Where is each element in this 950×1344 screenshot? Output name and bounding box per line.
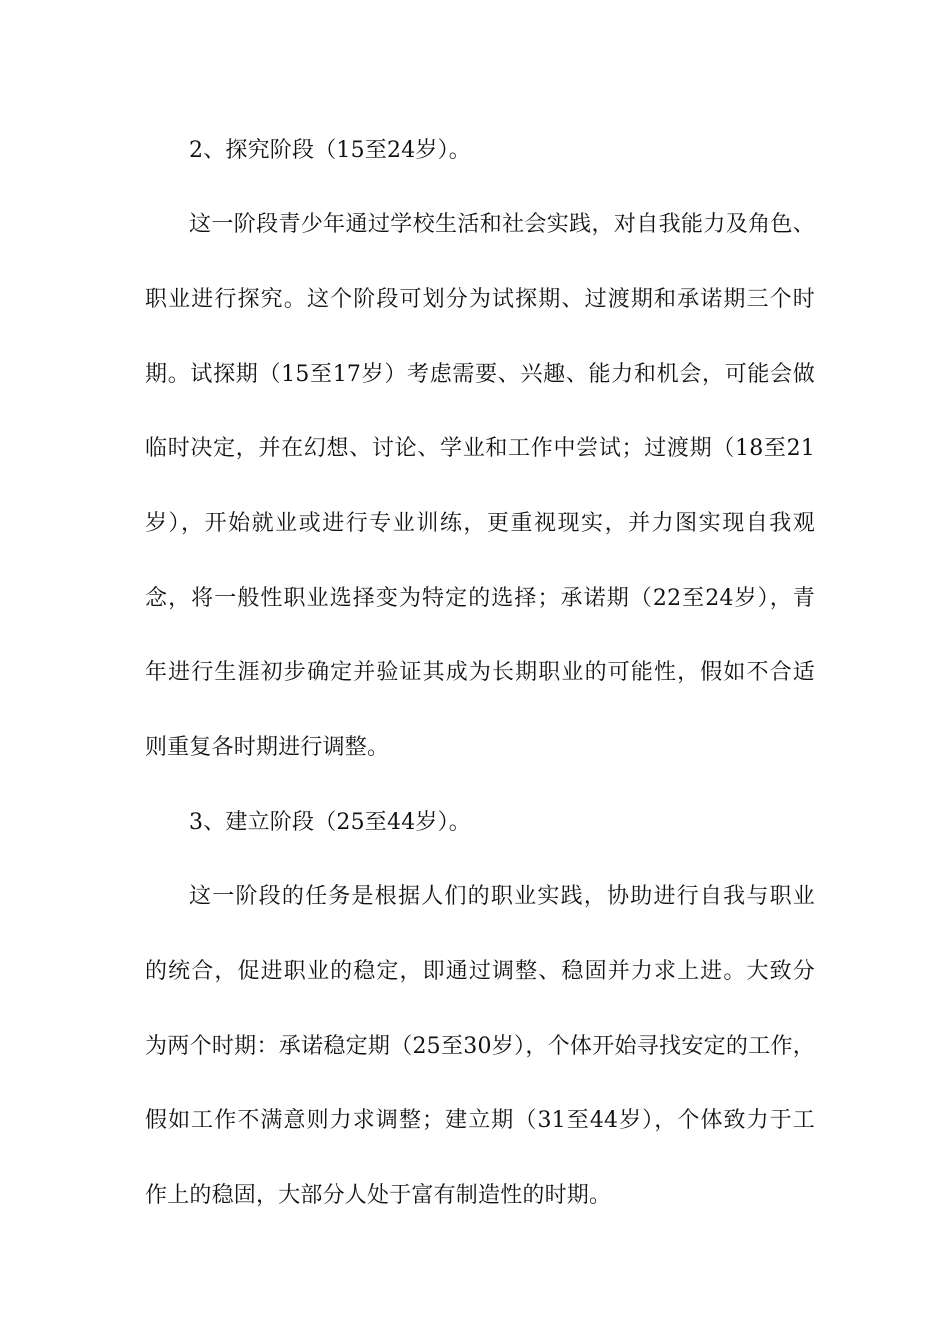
paragraph-line: 则重复各时期进行调整。 bbox=[145, 735, 390, 760]
paragraph-line: 年进行生涯初步确定并验证其成为长期职业的可能性，假如不合适 bbox=[145, 660, 815, 685]
paragraph-line: 假如工作不满意则力求调整；建立期（31至44岁），个体致力于工 bbox=[145, 1108, 815, 1133]
paragraph-line: 这一阶段青少年通过学校生活和社会实践，对自我能力及角色、 bbox=[189, 212, 815, 237]
paragraph-line: 的统合，促进职业的稳定，即通过调整、稳固并力求上进。大致分 bbox=[145, 959, 815, 984]
paragraph-line: 为两个时期：承诺稳定期（25至30岁），个体开始寻找安定的工作， bbox=[145, 1034, 815, 1059]
paragraph-line: 这一阶段的任务是根据人们的职业实践，协助进行自我与职业 bbox=[189, 884, 815, 909]
paragraph-line: 作上的稳固，大部分人处于富有制造性的时期。 bbox=[145, 1183, 612, 1208]
paragraph-line: 念，将一般性职业选择变为特定的选择；承诺期（22至24岁），青 bbox=[145, 586, 815, 611]
paragraph-line: 岁），开始就业或进行专业训练，更重视现实，并力图实现自我观 bbox=[145, 511, 815, 536]
paragraph-line: 职业进行探究。这个阶段可划分为试探期、过渡期和承诺期三个时 bbox=[145, 287, 815, 312]
heading-exploration-stage: 2、探究阶段（15至24岁）。 bbox=[189, 138, 471, 163]
paragraph-line: 临时决定，并在幻想、讨论、学业和工作中尝试；过渡期（18至21 bbox=[145, 436, 815, 461]
paragraph-line: 期。试探期（15至17岁）考虑需要、兴趣、能力和机会，可能会做 bbox=[145, 362, 815, 387]
heading-establishment-stage: 3、建立阶段（25至44岁）。 bbox=[189, 810, 471, 835]
